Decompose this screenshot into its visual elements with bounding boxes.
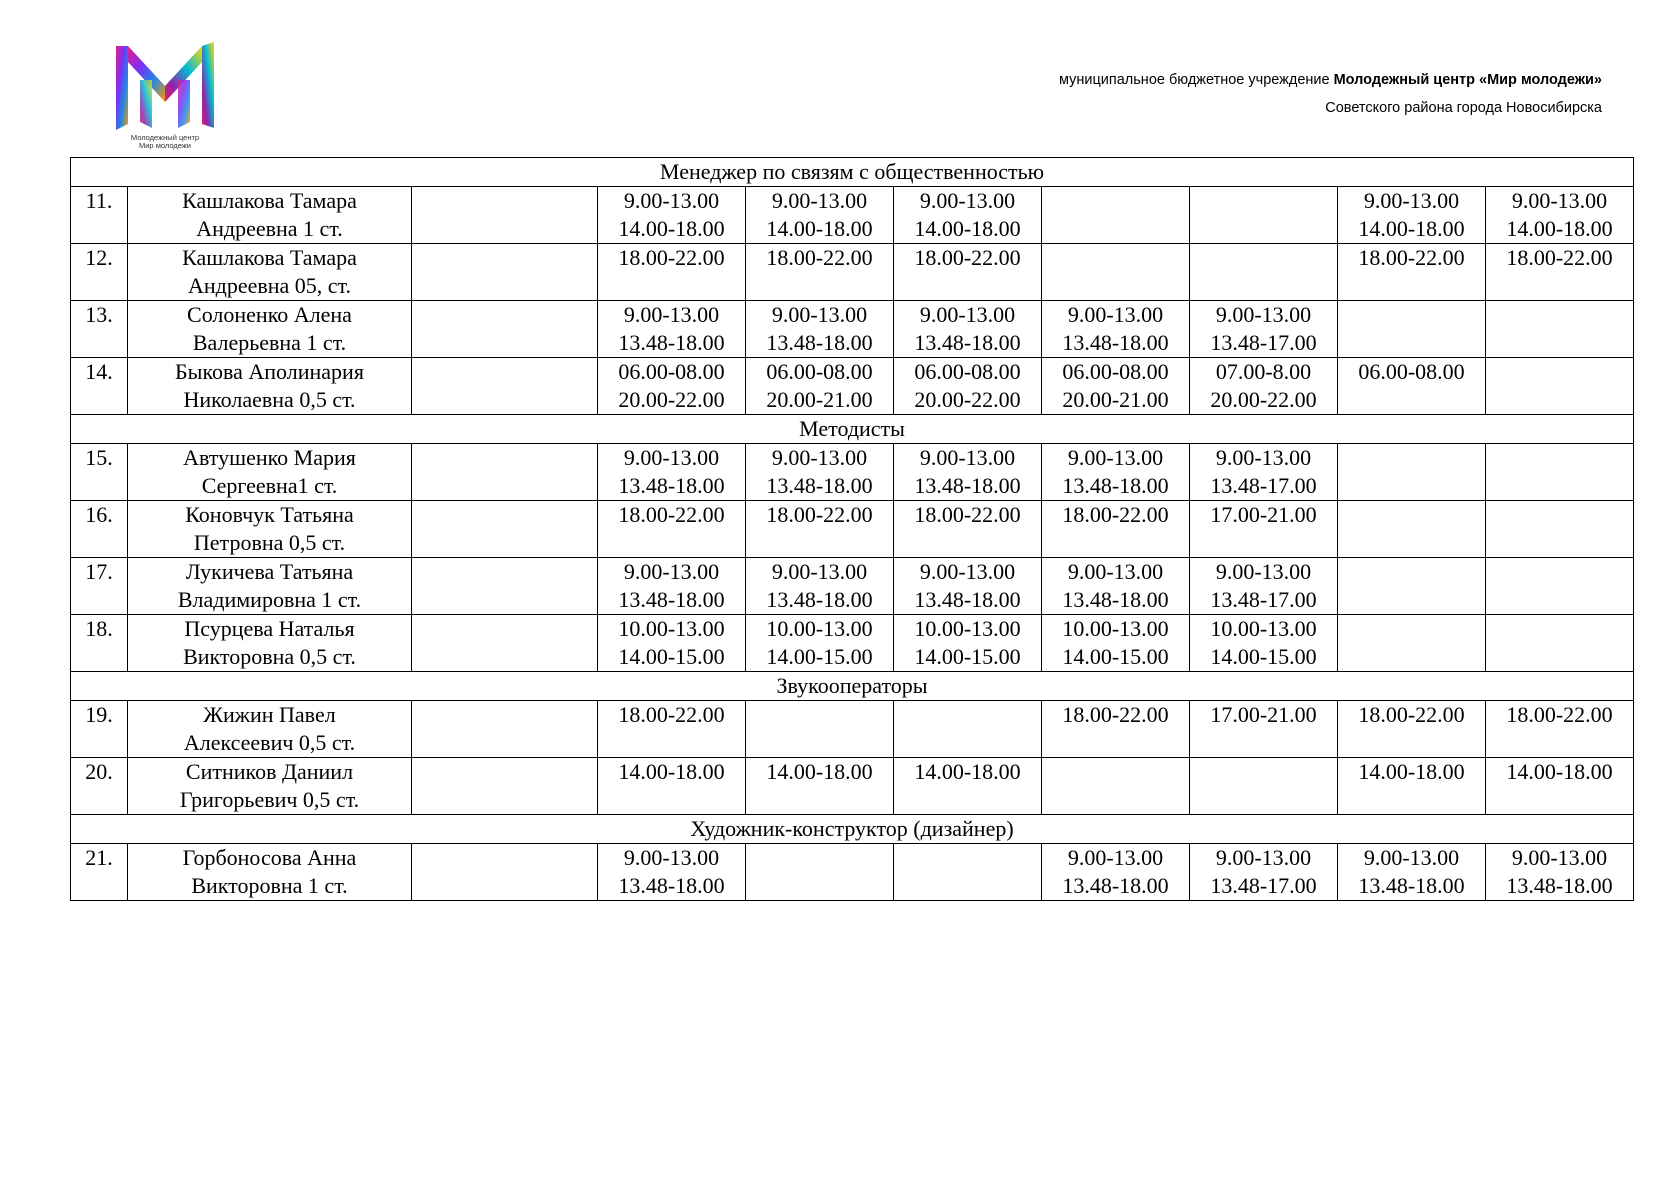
schedule-cell-day-5 <box>1190 701 1338 758</box>
time-range: 9.00-13.00 <box>919 559 1016 584</box>
logo-caption-line1: Молодежный центр <box>130 133 200 142</box>
schedule-cell-day-3 <box>894 301 1042 358</box>
schedule-cell-day-3 <box>894 844 1042 901</box>
time-range: 13.48-18.00 <box>914 473 1021 498</box>
schedule-cell-day-7 <box>1486 301 1634 358</box>
schedule-cell-day-7 <box>1486 701 1634 758</box>
time-range: 14.00-18.00 <box>1506 216 1613 241</box>
employee-name-line1: Автушенко Мария <box>183 445 356 470</box>
staff-schedule-table <box>70 157 1634 901</box>
time-range: 13.48-18.00 <box>1062 873 1169 898</box>
schedule-cell-day-3 <box>894 501 1042 558</box>
schedule-cell-day-2 <box>746 301 894 358</box>
schedule-cell-day-2 <box>746 244 894 301</box>
schedule-cell-day-3 <box>894 758 1042 815</box>
time-range: 14.00-15.00 <box>1062 644 1169 669</box>
time-range: 9.00-13.00 <box>1215 845 1312 870</box>
time-range: 06.00-08.00 <box>766 359 873 384</box>
time-range: 14.00-18.00 <box>618 759 725 784</box>
time-range: 13.48-17.00 <box>1210 330 1317 355</box>
empty-cell <box>412 844 598 901</box>
employee-name <box>128 501 412 558</box>
time-range: 9.00-13.00 <box>1067 559 1164 584</box>
employee-row <box>71 558 1634 615</box>
schedule-cell-day-5 <box>1190 244 1338 301</box>
empty-cell <box>412 444 598 501</box>
time-range: 13.48-18.00 <box>766 330 873 355</box>
time-range: 13.48-18.00 <box>1506 873 1613 898</box>
schedule-cell-day-7 <box>1486 501 1634 558</box>
schedule-cell-day-3 <box>894 358 1042 415</box>
schedule-cell-day-1 <box>598 844 746 901</box>
schedule-cell-day-1 <box>598 301 746 358</box>
row-number: 13. <box>71 301 128 358</box>
section-title: Методисты <box>71 415 1634 444</box>
employee-row <box>71 758 1634 815</box>
schedule-cell-day-5 <box>1190 358 1338 415</box>
employee-name-line1: Коновчук Татьяна <box>185 502 354 527</box>
time-range: 9.00-13.00 <box>1511 845 1608 870</box>
time-range: 20.00-22.00 <box>618 387 725 412</box>
schedule-cell-day-6 <box>1338 844 1486 901</box>
employee-row <box>71 701 1634 758</box>
schedule-cell-day-7 <box>1486 187 1634 244</box>
time-range: 13.48-17.00 <box>1210 873 1317 898</box>
employee-name-line1: Лукичева Татьяна <box>185 559 354 584</box>
time-range: 18.00-22.00 <box>766 502 873 527</box>
employee-name-line1: Быкова Аполинария <box>175 359 364 384</box>
time-range: 06.00-08.00 <box>618 359 725 384</box>
time-range: 10.00-13.00 <box>914 616 1021 641</box>
empty-cell <box>412 187 598 244</box>
employee-row <box>71 501 1634 558</box>
schedule-cell-day-6 <box>1338 244 1486 301</box>
schedule-cell-day-1 <box>598 615 746 672</box>
time-range: 13.48-18.00 <box>618 473 725 498</box>
schedule-cell-day-6 <box>1338 758 1486 815</box>
schedule-cell-day-7 <box>1486 444 1634 501</box>
empty-cell <box>412 615 598 672</box>
employee-name <box>128 444 412 501</box>
schedule-cell-day-7 <box>1486 844 1634 901</box>
row-number: 20. <box>71 758 128 815</box>
employee-name-line1: Жижин Павел <box>203 702 336 727</box>
time-range: 20.00-21.00 <box>766 387 873 412</box>
time-range: 17.00-21.00 <box>1210 702 1317 727</box>
schedule-cell-day-6 <box>1338 701 1486 758</box>
schedule-cell-day-2 <box>746 558 894 615</box>
employee-name <box>128 244 412 301</box>
time-range: 9.00-13.00 <box>623 845 720 870</box>
employee-name-line2: Валерьевна 1 ст. <box>192 330 347 355</box>
empty-cell <box>412 358 598 415</box>
time-range: 14.00-18.00 <box>1358 216 1465 241</box>
row-number: 12. <box>71 244 128 301</box>
time-range: 10.00-13.00 <box>618 616 725 641</box>
schedule-cell-day-4 <box>1042 187 1190 244</box>
time-range: 13.48-18.00 <box>914 330 1021 355</box>
row-number: 21. <box>71 844 128 901</box>
employee-name-line2: Владимировна 1 ст. <box>177 587 362 612</box>
section-header-row <box>71 815 1634 844</box>
employee-row <box>71 444 1634 501</box>
time-range: 9.00-13.00 <box>1363 188 1460 213</box>
schedule-cell-day-5 <box>1190 558 1338 615</box>
employee-name <box>128 844 412 901</box>
schedule-cell-day-2 <box>746 844 894 901</box>
employee-name-line2: Григорьевич 0,5 ст. <box>179 787 360 812</box>
schedule-cell-day-1 <box>598 444 746 501</box>
time-range: 18.00-22.00 <box>1062 502 1169 527</box>
org-line1 <box>1059 66 1602 94</box>
time-range: 13.48-18.00 <box>618 587 725 612</box>
employee-row <box>71 844 1634 901</box>
row-number: 19. <box>71 701 128 758</box>
schedule-cell-day-2 <box>746 501 894 558</box>
time-range: 13.48-18.00 <box>1062 330 1169 355</box>
time-range: 9.00-13.00 <box>771 445 868 470</box>
time-range: 9.00-13.00 <box>1067 445 1164 470</box>
empty-cell <box>412 558 598 615</box>
schedule-cell-day-5 <box>1190 501 1338 558</box>
time-range: 18.00-22.00 <box>618 502 725 527</box>
schedule-cell-day-7 <box>1486 244 1634 301</box>
time-range: 14.00-18.00 <box>914 216 1021 241</box>
schedule-cell-day-1 <box>598 758 746 815</box>
time-range: 14.00-18.00 <box>766 216 873 241</box>
employee-name-line2: Викторовна 1 ст. <box>191 873 348 898</box>
schedule-cell-day-5 <box>1190 301 1338 358</box>
schedule-cell-day-7 <box>1486 615 1634 672</box>
time-range: 18.00-22.00 <box>1358 245 1465 270</box>
time-range: 9.00-13.00 <box>1363 845 1460 870</box>
time-range: 9.00-13.00 <box>623 445 720 470</box>
time-range: 14.00-18.00 <box>1506 759 1613 784</box>
schedule-cell-day-3 <box>894 187 1042 244</box>
schedule-cell-day-4 <box>1042 444 1190 501</box>
schedule-cell-day-4 <box>1042 244 1190 301</box>
employee-row <box>71 187 1634 244</box>
time-range: 20.00-22.00 <box>914 387 1021 412</box>
time-range: 13.48-18.00 <box>914 587 1021 612</box>
schedule-cell-day-1 <box>598 558 746 615</box>
schedule-cell-day-5 <box>1190 615 1338 672</box>
time-range: 13.48-17.00 <box>1210 587 1317 612</box>
section-title: Художник-конструктор (дизайнер) <box>71 815 1634 844</box>
time-range: 14.00-15.00 <box>914 644 1021 669</box>
schedule-cell-day-6 <box>1338 187 1486 244</box>
employee-name <box>128 758 412 815</box>
employee-name-line2: Андреевна 05, ст. <box>187 273 352 298</box>
employee-name <box>128 358 412 415</box>
time-range: 9.00-13.00 <box>1511 188 1608 213</box>
logo-caption-line2: Мир молодежи <box>139 141 191 150</box>
time-range: 18.00-22.00 <box>914 502 1021 527</box>
schedule-cell-day-3 <box>894 701 1042 758</box>
time-range: 13.48-18.00 <box>618 873 725 898</box>
employee-name-line2: Алексеевич 0,5 ст. <box>183 730 356 755</box>
schedule-cell-day-3 <box>894 244 1042 301</box>
schedule-cell-day-4 <box>1042 701 1190 758</box>
org-line2: Советского района города Новосибирска <box>1325 100 1602 116</box>
empty-cell <box>412 501 598 558</box>
schedule-cell-day-5 <box>1190 444 1338 501</box>
empty-cell <box>412 244 598 301</box>
time-range: 06.00-08.00 <box>914 359 1021 384</box>
schedule-cell-day-5 <box>1190 844 1338 901</box>
row-number: 18. <box>71 615 128 672</box>
time-range: 9.00-13.00 <box>1215 559 1312 584</box>
org-logo <box>112 42 218 150</box>
time-range: 9.00-13.00 <box>623 559 720 584</box>
time-range: 13.48-18.00 <box>618 330 725 355</box>
row-number: 15. <box>71 444 128 501</box>
schedule-cell-day-3 <box>894 615 1042 672</box>
org-name: Молодежный центр «Мир молодежи» <box>1333 72 1602 88</box>
schedule-cell-day-1 <box>598 187 746 244</box>
schedule-cell-day-3 <box>894 444 1042 501</box>
schedule-cell-day-3 <box>894 558 1042 615</box>
time-range: 07.00-8.00 <box>1215 359 1312 384</box>
employee-row <box>71 301 1634 358</box>
time-range: 20.00-21.00 <box>1062 387 1169 412</box>
employee-name-line1: Кашлакова Тамара <box>182 188 357 213</box>
employee-name-line1: Горбоносова Анна <box>182 845 357 870</box>
schedule-cell-day-2 <box>746 444 894 501</box>
section-header-row <box>71 415 1634 444</box>
row-number: 14. <box>71 358 128 415</box>
time-range: 17.00-21.00 <box>1210 502 1317 527</box>
time-range: 13.48-18.00 <box>1062 473 1169 498</box>
row-number: 17. <box>71 558 128 615</box>
schedule-cell-day-4 <box>1042 501 1190 558</box>
time-range: 14.00-15.00 <box>618 644 725 669</box>
schedule-cell-day-2 <box>746 615 894 672</box>
time-range: 9.00-13.00 <box>623 188 720 213</box>
mir-molodezhi-logo-icon <box>112 42 218 132</box>
time-range: 10.00-13.00 <box>1062 616 1169 641</box>
time-range: 9.00-13.00 <box>771 302 868 327</box>
schedule-cell-day-2 <box>746 358 894 415</box>
time-range: 9.00-13.00 <box>919 302 1016 327</box>
row-number: 11. <box>71 187 128 244</box>
logo-caption <box>112 134 218 150</box>
time-range: 10.00-13.00 <box>1210 616 1317 641</box>
schedule-cell-day-6 <box>1338 301 1486 358</box>
schedule-cell-day-1 <box>598 244 746 301</box>
employee-name <box>128 701 412 758</box>
time-range: 18.00-22.00 <box>618 702 725 727</box>
schedule-cell-day-5 <box>1190 758 1338 815</box>
schedule-cell-day-4 <box>1042 844 1190 901</box>
schedule-cell-day-2 <box>746 187 894 244</box>
time-range: 06.00-08.00 <box>1062 359 1169 384</box>
time-range: 13.48-17.00 <box>1210 473 1317 498</box>
employee-name <box>128 301 412 358</box>
time-range: 13.48-18.00 <box>766 473 873 498</box>
schedule-cell-day-7 <box>1486 558 1634 615</box>
schedule-cell-day-7 <box>1486 758 1634 815</box>
time-range: 20.00-22.00 <box>1210 387 1317 412</box>
employee-name-line2: Петровна 0,5 ст. <box>193 530 346 555</box>
time-range: 9.00-13.00 <box>919 188 1016 213</box>
time-range: 9.00-13.00 <box>771 559 868 584</box>
schedule-cell-day-4 <box>1042 358 1190 415</box>
org-prefix: муниципальное бюджетное учреждение <box>1058 72 1334 88</box>
time-range: 9.00-13.00 <box>771 188 868 213</box>
employee-name-line1: Солоненко Алена <box>187 302 352 327</box>
time-range: 9.00-13.00 <box>1215 302 1312 327</box>
time-range: 9.00-13.00 <box>623 302 720 327</box>
time-range: 10.00-13.00 <box>766 616 873 641</box>
time-range: 14.00-18.00 <box>618 216 725 241</box>
organization-header <box>1059 66 1602 122</box>
employee-name-line1: Ситников Даниил <box>185 759 354 784</box>
empty-cell <box>412 301 598 358</box>
employee-name-line2: Николаевна 0,5 ст. <box>183 387 356 412</box>
schedule-cell-day-6 <box>1338 615 1486 672</box>
time-range: 18.00-22.00 <box>1506 245 1613 270</box>
time-range: 9.00-13.00 <box>1067 845 1164 870</box>
time-range: 13.48-18.00 <box>766 587 873 612</box>
schedule-cell-day-2 <box>746 701 894 758</box>
schedule-cell-day-6 <box>1338 358 1486 415</box>
schedule-cell-day-6 <box>1338 444 1486 501</box>
row-number: 16. <box>71 501 128 558</box>
time-range: 9.00-13.00 <box>1215 445 1312 470</box>
schedule-cell-day-6 <box>1338 558 1486 615</box>
schedule-cell-day-1 <box>598 701 746 758</box>
time-range: 9.00-13.00 <box>1067 302 1164 327</box>
employee-name-line2: Викторовна 0,5 ст. <box>183 644 356 669</box>
time-range: 18.00-22.00 <box>914 245 1021 270</box>
time-range: 14.00-15.00 <box>1210 644 1317 669</box>
time-range: 18.00-22.00 <box>766 245 873 270</box>
section-title: Менеджер по связям с общественностью <box>71 158 1634 187</box>
employee-name-line2: Сергеевна1 ст. <box>201 473 338 498</box>
time-range: 14.00-18.00 <box>914 759 1021 784</box>
employee-row <box>71 615 1634 672</box>
time-range: 18.00-22.00 <box>618 245 725 270</box>
schedule-cell-day-6 <box>1338 501 1486 558</box>
schedule-cell-day-4 <box>1042 558 1190 615</box>
schedule-cell-day-4 <box>1042 615 1190 672</box>
time-range: 18.00-22.00 <box>1062 702 1169 727</box>
schedule-cell-day-4 <box>1042 758 1190 815</box>
employee-name <box>128 187 412 244</box>
time-range: 13.48-18.00 <box>1062 587 1169 612</box>
time-range: 14.00-18.00 <box>1358 759 1465 784</box>
schedule-cell-day-7 <box>1486 358 1634 415</box>
section-title: Звукооператоры <box>71 672 1634 701</box>
section-header-row <box>71 672 1634 701</box>
employee-row <box>71 358 1634 415</box>
schedule-cell-day-2 <box>746 758 894 815</box>
employee-name <box>128 558 412 615</box>
time-range: 18.00-22.00 <box>1358 702 1465 727</box>
time-range: 13.48-18.00 <box>1358 873 1465 898</box>
time-range: 14.00-15.00 <box>766 644 873 669</box>
section-header-row <box>71 158 1634 187</box>
employee-row <box>71 244 1634 301</box>
empty-cell <box>412 758 598 815</box>
time-range: 14.00-18.00 <box>766 759 873 784</box>
schedule-cell-day-1 <box>598 501 746 558</box>
employee-name <box>128 615 412 672</box>
time-range: 06.00-08.00 <box>1358 359 1465 384</box>
time-range: 18.00-22.00 <box>1506 702 1613 727</box>
schedule-cell-day-1 <box>598 358 746 415</box>
empty-cell <box>412 701 598 758</box>
schedule-cell-day-4 <box>1042 301 1190 358</box>
employee-name-line1: Псурцева Наталья <box>184 616 355 641</box>
employee-name-line1: Кашлакова Тамара <box>182 245 357 270</box>
employee-name-line2: Андреевна 1 ст. <box>196 216 343 241</box>
schedule-cell-day-5 <box>1190 187 1338 244</box>
time-range: 9.00-13.00 <box>919 445 1016 470</box>
